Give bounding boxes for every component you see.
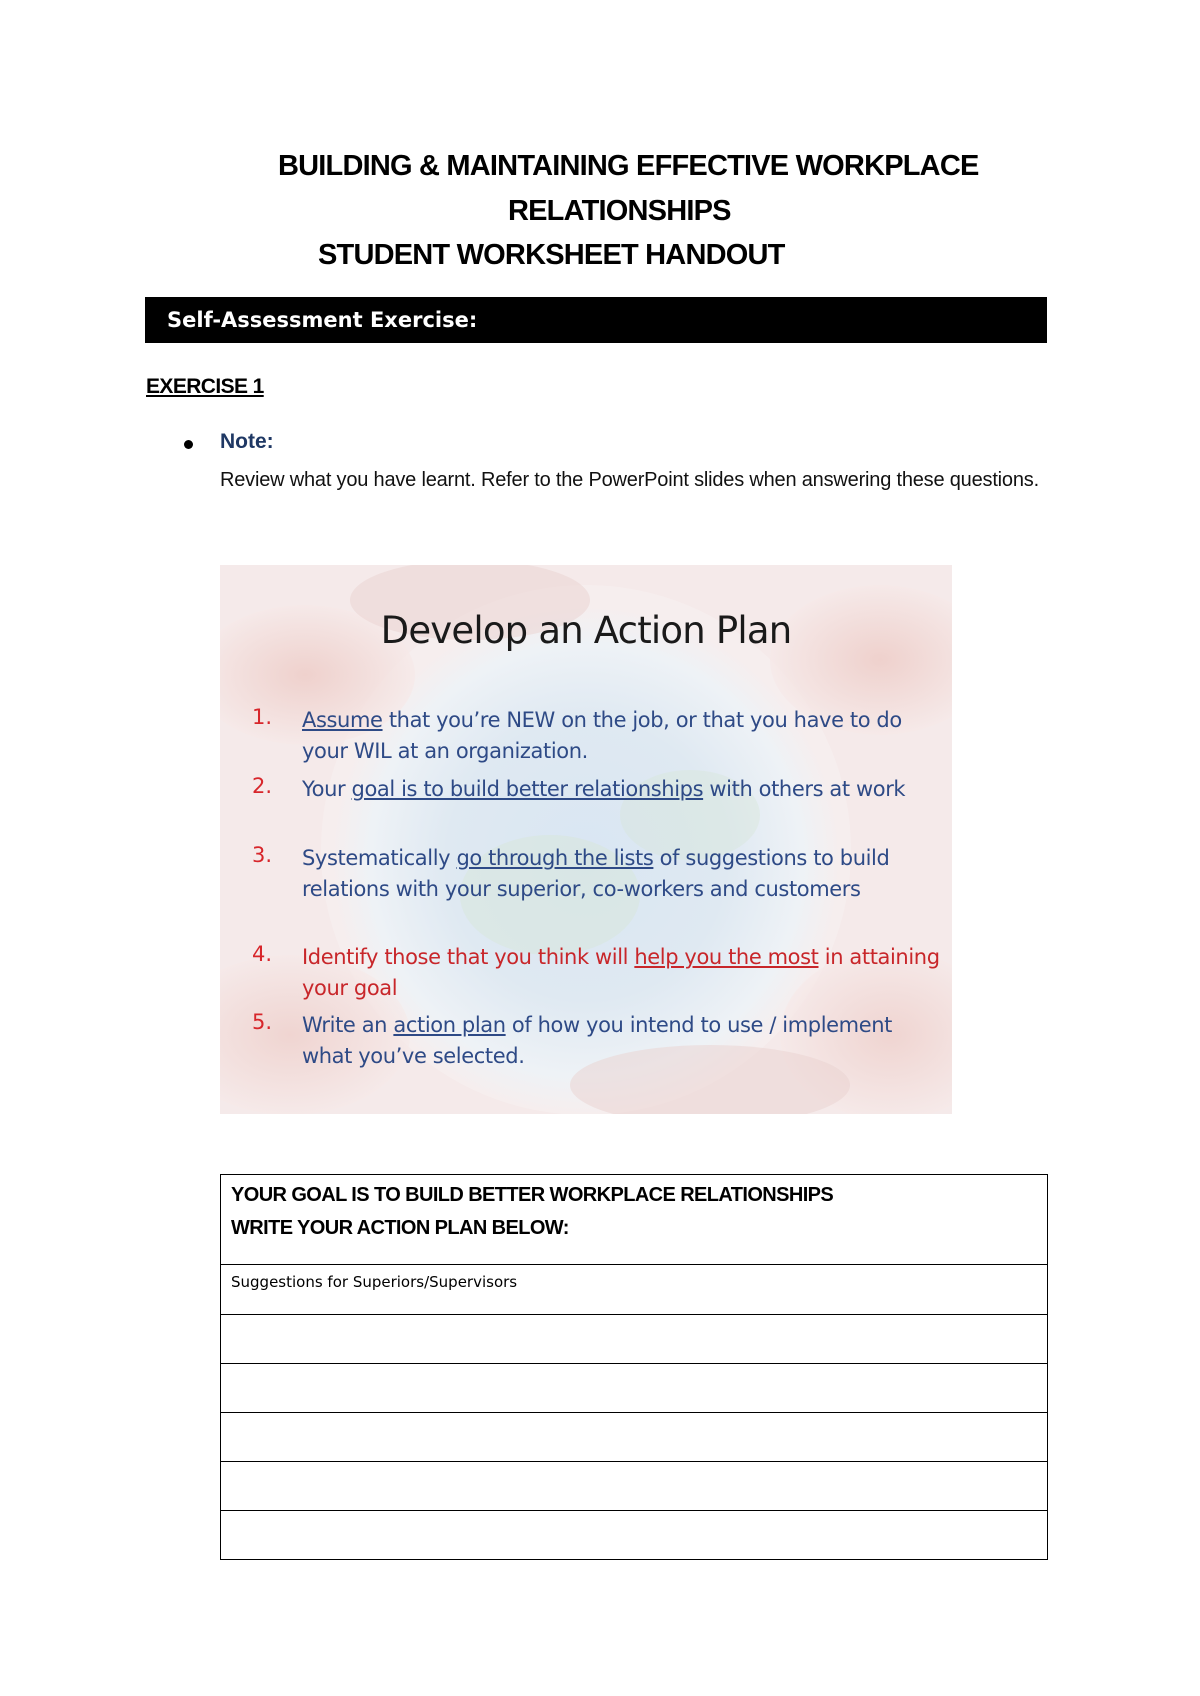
table-row[interactable]: [221, 1511, 1048, 1560]
note-text: Review what you have learnt. Refer to the PowerPoint slides when answering these questions.: [220, 469, 1039, 491]
bullet-icon: [184, 440, 193, 449]
title-line-3: STUDENT WORKSHEET HANDOUT: [318, 239, 785, 271]
slide-item-emphasis: goal is to build better relationships: [351, 777, 704, 801]
slide-item-lead: Systematically: [302, 846, 457, 870]
slide-item-rest: of how you intend to use / implement what you’ve selected.: [302, 1013, 892, 1068]
slide-item-rest: with others at work: [703, 777, 906, 801]
section-bar: [145, 297, 1047, 343]
slide-item-emphasis: help you the most: [634, 945, 819, 969]
slide-item-emphasis: action plan: [393, 1013, 506, 1037]
slide-item-rest: that you’re NEW on the job, or that you have to do your WIL at an organization.: [302, 708, 902, 763]
title-line-1: BUILDING & MAINTAINING EFFECTIVE WORKPLACE: [278, 150, 979, 182]
table-subheading-cell: Suggestions for Superiors/Supervisors: [221, 1265, 1048, 1315]
answer-cell[interactable]: [221, 1462, 1048, 1511]
title-line-2: RELATIONSHIPS: [508, 195, 731, 227]
table-header-row: [221, 1175, 1048, 1265]
answer-cell[interactable]: [221, 1413, 1048, 1462]
slide-item-text: [302, 774, 942, 805]
slide-item-number: 1.: [252, 705, 273, 729]
slide-title: Develop an Action Plan: [380, 609, 792, 652]
table-row[interactable]: [221, 1462, 1048, 1511]
slide-item-number: 2.: [252, 774, 273, 798]
table-row[interactable]: [221, 1315, 1048, 1364]
table-subheading-row: [221, 1265, 1048, 1315]
answer-cell[interactable]: [221, 1511, 1048, 1560]
slide-item-emphasis: go through the lists: [456, 846, 654, 870]
slide-item-lead: Identify those that you think will: [302, 945, 635, 969]
section-bar-label: Self-Assessment Exercise:: [167, 308, 478, 332]
slide-item-number: 3.: [252, 843, 273, 867]
slide-item-text: [302, 705, 942, 767]
slide-item-lead: Write an: [302, 1013, 394, 1037]
slide-item-lead: Your: [302, 777, 352, 801]
slide-item-rest: of suggestions to build relations with your superior, co-workers and customers: [302, 846, 890, 901]
slide-item-text: [302, 843, 942, 905]
slide-item-text: [302, 942, 942, 1004]
answer-cell[interactable]: [221, 1315, 1048, 1364]
slide-item-number: 4.: [252, 942, 273, 966]
exercise-heading: EXERCISE 1: [146, 375, 264, 398]
action-plan-slide: [220, 565, 952, 1114]
table-heading-line-1: YOUR GOAL IS TO BUILD BETTER WORKPLACE RELATIONSHIPS: [231, 1184, 834, 1206]
slide-item-rest: in attaining your goal: [302, 945, 940, 1000]
action-plan-table: [220, 1174, 1048, 1560]
answer-cell[interactable]: [221, 1364, 1048, 1413]
table-row[interactable]: [221, 1413, 1048, 1462]
slide-item-emphasis: Assume: [302, 708, 383, 732]
table-row[interactable]: [221, 1364, 1048, 1413]
slide-item-number: 5.: [252, 1010, 273, 1034]
note-label: Note:: [220, 430, 274, 453]
table-heading-cell: [221, 1175, 1048, 1265]
slide-item-text: [302, 1010, 942, 1072]
table-heading-line-2: WRITE YOUR ACTION PLAN BELOW:: [231, 1217, 569, 1239]
